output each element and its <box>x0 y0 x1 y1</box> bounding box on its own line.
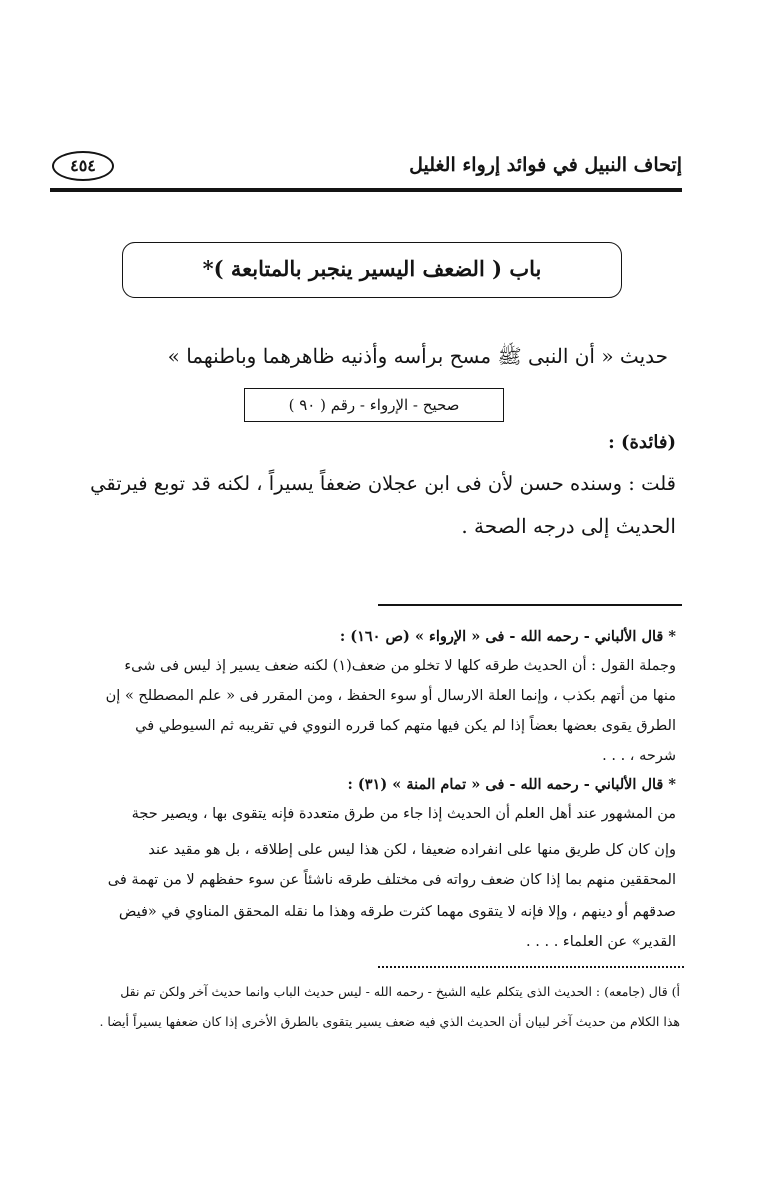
header-rule <box>50 188 682 192</box>
footnote-separator <box>378 604 682 606</box>
chapter-heading-box: باب ( الضعف اليسير ينجبر بالمتابعة )* <box>122 242 622 298</box>
note-1-heading: * قال الألباني - رحمه الله - فى « الإرواء » (ص ١٦٠) : <box>339 628 676 645</box>
note-2-line: وإن كان كل طريق منها على انفراده ضعيفا ، لكن هذا ليس على إطلاقه ، بل هو مقيد عند <box>148 842 676 858</box>
grade-box: صحيح - الإرواء - رقم ( ٩٠ ) <box>244 388 504 422</box>
note-2-line: القدير» عن العلماء . . . . <box>526 934 676 950</box>
page-number-badge: ٤٥٤ <box>52 151 114 181</box>
hadith-text: حديث « أن النبى ﷺ مسح برأسه وأذنيه ظاهرهما وباطنهما » <box>167 344 668 368</box>
note-1-line: الطرق يقوى بعضها بعضاً إذا لم يكن فيها متهم كما قرره النووي في تقريبه ثم السيوطي في <box>135 718 676 734</box>
running-title: إتحاف النبيل في فوائد إرواء الغليل <box>409 154 682 176</box>
benefit-heading: (فائدة) : <box>608 432 676 453</box>
benefit-line-2: الحديث إلى درجه الصحة . <box>461 514 676 538</box>
note-2-line: صدقهم أو دينهم ، وإلا فإنه لا يتقوى مهما كثرت طرقه وهذا ما نقله المحقق المناوي في «فيض <box>118 904 676 920</box>
benefit-line-1: قلت : وسنده حسن لأن فى ابن عجلان ضعفاً يسيراً ، لكنه قد توبع فيرتقي <box>90 472 676 495</box>
footnote-line: هذا الكلام من حديث آخر لبيان أن الحديث الذي فيه ضعف يسير يتقوى بالطرق الأخرى إذا كان ضعفها يسيراً أيضا . <box>99 1014 680 1029</box>
page-header <box>50 150 682 184</box>
note-1-line: وجملة القول : أن الحديث طرقه كلها لا تخلو من ضعف(١) لكنه ضعف يسير إذ ليس فى شىء <box>124 658 676 674</box>
note-2-heading: * قال الألباني - رحمه الله - فى « تمام المنة » (٣١) : <box>347 776 676 793</box>
note-1-line: منها من أتهم بكذب ، وإنما العلة الارسال أو سوء الحفظ ، ومن المقرر فى « علم المصطلح » إن <box>105 688 676 704</box>
note-2-line: المحققين منهم بما إذا كان ضعف رواته فى مختلف طرقه ناشئاً عن سوء حفظهم لا من تهمة فى <box>107 872 676 888</box>
footnote-dotted-separator <box>378 966 684 968</box>
note-1-line: شرحه ، . . . <box>602 748 676 764</box>
footnote-line: أ) قال (جامعه) : الحديث الذى يتكلم عليه الشيخ - رحمه الله - ليس حديث الباب وانما حديث آخر ولكن تم نقل <box>120 984 680 999</box>
note-2-line: من المشهور عند أهل العلم أن الحديث إذا جاء من طرق متعددة فإنه يتقوى بها ، ويصير حجة <box>131 806 676 822</box>
